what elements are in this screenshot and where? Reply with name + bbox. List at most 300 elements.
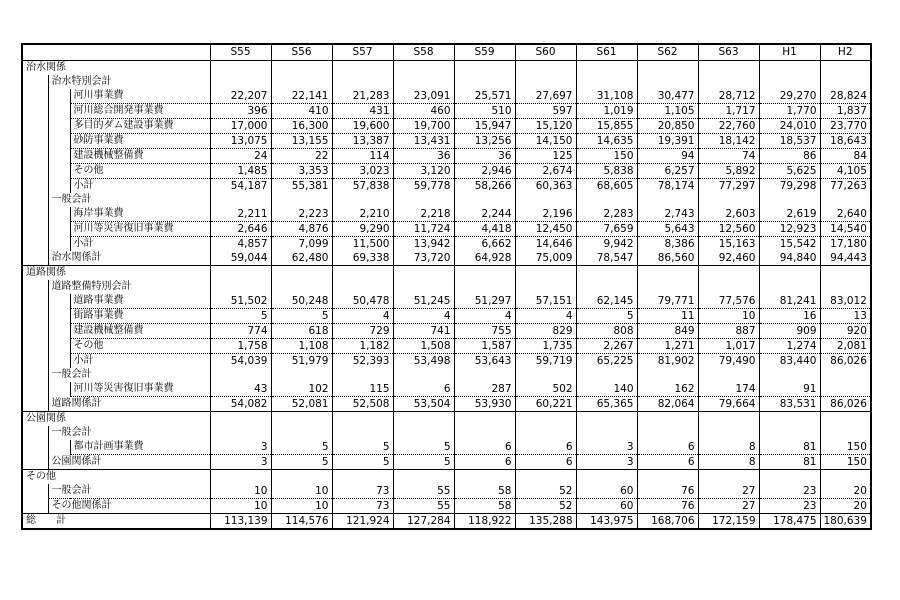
value-cell [332,193,393,207]
indent-cell [22,149,48,164]
value-cell [820,368,871,382]
value-cell: 741 [393,324,454,339]
value-cell: 84 [820,149,871,164]
item-row [22,89,871,104]
row-label: 公園関係 [22,412,210,427]
item-row [22,484,871,499]
value-cell: 618 [271,324,332,339]
value-cell: 6 [393,382,454,397]
header-row [22,44,871,61]
value-cell: 118,922 [454,514,515,530]
value-cell: 52,081 [271,397,332,412]
value-cell: 15,163 [698,237,759,252]
value-cell: 54,039 [210,354,271,369]
value-cell: 102 [271,382,332,397]
row-label: 多目的ダム建設事業費 [70,119,210,134]
value-cell: 53,504 [393,397,454,412]
value-cell: 91 [759,382,820,397]
value-cell: 125 [515,149,576,164]
value-cell: 115 [332,382,393,397]
value-cell: 1,017 [698,339,759,354]
indent-cell [22,294,48,309]
value-cell [820,382,871,397]
value-cell [271,266,332,281]
category-row [22,75,871,89]
value-cell: 20 [820,484,871,499]
value-cell: 4 [454,309,515,324]
value-cell: 5,838 [576,164,637,179]
value-cell [332,266,393,281]
value-cell [332,61,393,76]
value-cell: 94,443 [820,251,871,266]
value-cell: 1,485 [210,164,271,179]
value-cell: 81 [759,440,820,455]
column-header: H2 [820,44,871,61]
value-cell: 18,142 [698,134,759,149]
item-row [22,440,871,455]
value-cell: 60 [576,484,637,499]
value-cell: 6 [637,455,698,470]
category-row [22,368,871,382]
value-cell: 12,923 [759,222,820,237]
value-cell: 78,174 [637,179,698,194]
value-cell: 13,431 [393,134,454,149]
value-cell [698,75,759,89]
value-cell [637,61,698,76]
value-cell: 77,297 [698,179,759,194]
value-cell: 2,640 [820,207,871,222]
value-cell [332,368,393,382]
row-label: 都市計画事業費 [70,440,210,455]
value-cell [454,426,515,440]
value-cell [515,426,576,440]
value-cell [210,280,271,294]
indent-cell [22,397,48,412]
value-cell: 23 [759,499,820,514]
value-cell: 55,381 [271,179,332,194]
value-cell: 13,387 [332,134,393,149]
indent-cell [22,324,48,339]
value-cell: 8 [698,455,759,470]
value-cell: 4,857 [210,237,271,252]
value-cell: 729 [332,324,393,339]
value-cell: 14,646 [515,237,576,252]
value-cell [759,280,820,294]
value-cell: 65,365 [576,397,637,412]
value-cell: 755 [454,324,515,339]
value-cell: 920 [820,324,871,339]
value-cell: 14,635 [576,134,637,149]
row-label: 一般会計 [48,368,210,382]
value-cell: 410 [271,104,332,119]
value-cell [820,426,871,440]
value-cell [271,61,332,76]
value-cell: 11 [637,309,698,324]
indent-cell [48,237,70,252]
section-row [22,61,871,76]
value-cell: 180,639 [820,514,871,530]
row-label: 海岸事業費 [70,207,210,222]
value-cell [210,75,271,89]
value-cell [820,75,871,89]
value-cell: 5,892 [698,164,759,179]
value-cell: 5 [332,440,393,455]
value-cell: 8 [698,440,759,455]
value-cell: 5 [576,309,637,324]
column-header: S60 [515,44,576,61]
column-header: S56 [271,44,332,61]
value-cell: 74 [698,149,759,164]
value-cell: 5,625 [759,164,820,179]
value-cell [576,412,637,427]
value-cell [576,368,637,382]
value-cell: 127,284 [393,514,454,530]
row-label: 一般会計 [48,193,210,207]
total-row [22,251,871,266]
value-cell: 3,023 [332,164,393,179]
value-cell: 121,924 [332,514,393,530]
value-cell: 19,600 [332,119,393,134]
value-cell: 22,207 [210,89,271,104]
value-cell [515,61,576,76]
value-cell: 431 [332,104,393,119]
value-cell [637,266,698,281]
value-cell: 17,000 [210,119,271,134]
value-cell [393,266,454,281]
value-cell: 50,248 [271,294,332,309]
value-cell: 502 [515,382,576,397]
indent-cell [22,193,48,207]
row-label: その他 [22,470,210,485]
value-cell: 16,300 [271,119,332,134]
value-cell: 4 [515,309,576,324]
value-cell: 2,196 [515,207,576,222]
indent-cell [48,382,70,397]
value-cell: 597 [515,104,576,119]
value-cell [759,426,820,440]
value-cell: 83,440 [759,354,820,369]
value-cell: 79,298 [759,179,820,194]
indent-cell [22,119,48,134]
value-cell: 20 [820,499,871,514]
indent-cell [22,339,48,354]
grand-total-row [22,514,871,530]
indent-cell [22,134,48,149]
value-cell [576,61,637,76]
subtotal-row [22,237,871,252]
value-cell [576,470,637,485]
value-cell: 1,105 [637,104,698,119]
column-header: S63 [698,44,759,61]
value-cell: 54,187 [210,179,271,194]
value-cell: 18,643 [820,134,871,149]
value-cell: 51,979 [271,354,332,369]
value-cell: 13,256 [454,134,515,149]
indent-cell [22,382,48,397]
indent-cell [22,354,48,369]
value-cell: 62,145 [576,294,637,309]
value-cell: 15,947 [454,119,515,134]
value-cell [637,368,698,382]
total-row [22,397,871,412]
value-cell: 15,855 [576,119,637,134]
value-cell: 55 [393,484,454,499]
value-cell: 1,182 [332,339,393,354]
value-cell: 53,498 [393,354,454,369]
indent-cell [22,222,48,237]
value-cell: 1,271 [637,339,698,354]
value-cell [820,280,871,294]
value-cell: 79,771 [637,294,698,309]
value-cell: 20,850 [637,119,698,134]
row-label: 治水関係計 [48,251,210,266]
value-cell [698,266,759,281]
value-cell: 5 [271,455,332,470]
row-label: 河川等災害復旧事業費 [70,382,210,397]
row-label: 道路関係計 [48,397,210,412]
value-cell: 774 [210,324,271,339]
indent-cell [48,440,70,455]
value-cell: 28,824 [820,89,871,104]
value-cell: 14,540 [820,222,871,237]
value-cell: 78,547 [576,251,637,266]
row-label: 河川等災害復旧事業費 [70,222,210,237]
value-cell: 4,418 [454,222,515,237]
indent-cell [48,354,70,369]
value-cell [820,193,871,207]
value-cell: 81 [759,455,820,470]
value-cell [698,368,759,382]
value-cell [393,75,454,89]
value-cell: 7,099 [271,237,332,252]
value-cell: 1,717 [698,104,759,119]
value-cell [698,61,759,76]
budget-table [21,43,872,530]
value-cell: 150 [576,149,637,164]
section-row [22,412,871,427]
value-cell: 460 [393,104,454,119]
indent-cell [22,89,48,104]
value-cell: 62,480 [271,251,332,266]
row-label: その他 [70,164,210,179]
item-row [22,119,871,134]
value-cell: 19,391 [637,134,698,149]
row-label: 砂防事業費 [70,134,210,149]
value-cell [759,368,820,382]
value-cell [393,470,454,485]
value-cell: 1,735 [515,339,576,354]
value-cell: 60,363 [515,179,576,194]
value-cell: 6 [454,440,515,455]
value-cell: 6 [515,455,576,470]
value-cell [698,280,759,294]
indent-cell [22,426,48,440]
value-cell [210,412,271,427]
value-cell: 168,706 [637,514,698,530]
value-cell: 2,946 [454,164,515,179]
value-cell: 55 [393,499,454,514]
value-cell: 10 [210,484,271,499]
value-cell: 73 [332,484,393,499]
value-cell: 5 [393,455,454,470]
value-cell: 69,338 [332,251,393,266]
value-cell: 57,838 [332,179,393,194]
indent-cell [22,309,48,324]
category-row [22,280,871,294]
value-cell: 23,091 [393,89,454,104]
value-cell: 3 [576,440,637,455]
item-row [22,104,871,119]
value-cell [454,368,515,382]
value-cell [576,426,637,440]
indent-cell [22,455,48,470]
value-cell: 11,724 [393,222,454,237]
indent-cell [48,104,70,119]
value-cell [515,470,576,485]
value-cell [759,61,820,76]
value-cell: 77,576 [698,294,759,309]
value-cell: 79,664 [698,397,759,412]
value-cell: 2,210 [332,207,393,222]
value-cell: 51,502 [210,294,271,309]
value-cell: 29,270 [759,89,820,104]
value-cell [393,368,454,382]
indent-cell [22,179,48,194]
value-cell: 2,211 [210,207,271,222]
value-cell: 1,274 [759,339,820,354]
value-cell: 287 [454,382,515,397]
value-cell: 25,571 [454,89,515,104]
value-cell: 36 [393,149,454,164]
value-cell [454,470,515,485]
value-cell: 81,241 [759,294,820,309]
subtotal-row [22,179,871,194]
value-cell: 396 [210,104,271,119]
value-cell [515,412,576,427]
value-cell: 13,075 [210,134,271,149]
value-cell [759,470,820,485]
value-cell [332,470,393,485]
category-row [22,193,871,207]
value-cell [576,193,637,207]
value-cell [210,266,271,281]
value-cell: 77,263 [820,179,871,194]
value-cell: 178,475 [759,514,820,530]
value-cell [210,470,271,485]
value-cell [271,412,332,427]
value-cell: 52,508 [332,397,393,412]
value-cell [515,280,576,294]
value-cell: 59,778 [393,179,454,194]
row-label: 一般会計 [48,426,210,440]
row-label: 一般会計 [48,484,210,499]
value-cell: 10 [271,484,332,499]
value-cell [820,61,871,76]
item-row [22,164,871,179]
value-cell [515,193,576,207]
value-cell [515,75,576,89]
value-cell: 28,712 [698,89,759,104]
value-cell: 59,044 [210,251,271,266]
row-label: 道路事業費 [70,294,210,309]
indent-cell [48,89,70,104]
indent-cell [22,164,48,179]
value-cell: 4 [393,309,454,324]
value-cell: 65,225 [576,354,637,369]
value-cell [759,193,820,207]
value-cell: 10 [271,499,332,514]
value-cell: 9,290 [332,222,393,237]
value-cell: 12,450 [515,222,576,237]
value-cell [637,280,698,294]
value-cell: 64,928 [454,251,515,266]
value-cell: 2,619 [759,207,820,222]
value-cell: 3 [210,455,271,470]
value-cell [820,470,871,485]
row-label: その他 [70,339,210,354]
value-cell: 8,386 [637,237,698,252]
indent-cell [22,499,48,514]
item-row [22,324,871,339]
value-cell: 86 [759,149,820,164]
section-row [22,266,871,281]
item-row [22,134,871,149]
indent-cell [48,222,70,237]
value-cell: 2,244 [454,207,515,222]
indent-cell [48,207,70,222]
value-cell [332,412,393,427]
value-cell: 81,902 [637,354,698,369]
value-cell: 27 [698,499,759,514]
indent-cell [22,484,48,499]
column-header: H1 [759,44,820,61]
value-cell [271,368,332,382]
value-cell [576,75,637,89]
indent-cell [22,237,48,252]
item-row [22,222,871,237]
value-cell [393,412,454,427]
value-cell: 887 [698,324,759,339]
value-cell: 113,139 [210,514,271,530]
value-cell: 6,662 [454,237,515,252]
table-body [22,44,871,529]
value-cell [271,75,332,89]
value-cell: 58,266 [454,179,515,194]
indent-cell [22,207,48,222]
value-cell: 162 [637,382,698,397]
value-cell: 5 [332,455,393,470]
value-cell [637,193,698,207]
value-cell: 172,159 [698,514,759,530]
value-cell [637,412,698,427]
value-cell: 57,151 [515,294,576,309]
indent-cell [48,164,70,179]
value-cell [637,470,698,485]
value-cell: 4,876 [271,222,332,237]
value-cell: 27,697 [515,89,576,104]
value-cell: 7,659 [576,222,637,237]
value-cell: 68,605 [576,179,637,194]
row-label: 街路事業費 [70,309,210,324]
value-cell: 15,120 [515,119,576,134]
value-cell: 86,026 [820,354,871,369]
value-cell [454,61,515,76]
value-cell [271,426,332,440]
value-cell [759,412,820,427]
value-cell [210,368,271,382]
value-cell: 510 [454,104,515,119]
value-cell [637,75,698,89]
